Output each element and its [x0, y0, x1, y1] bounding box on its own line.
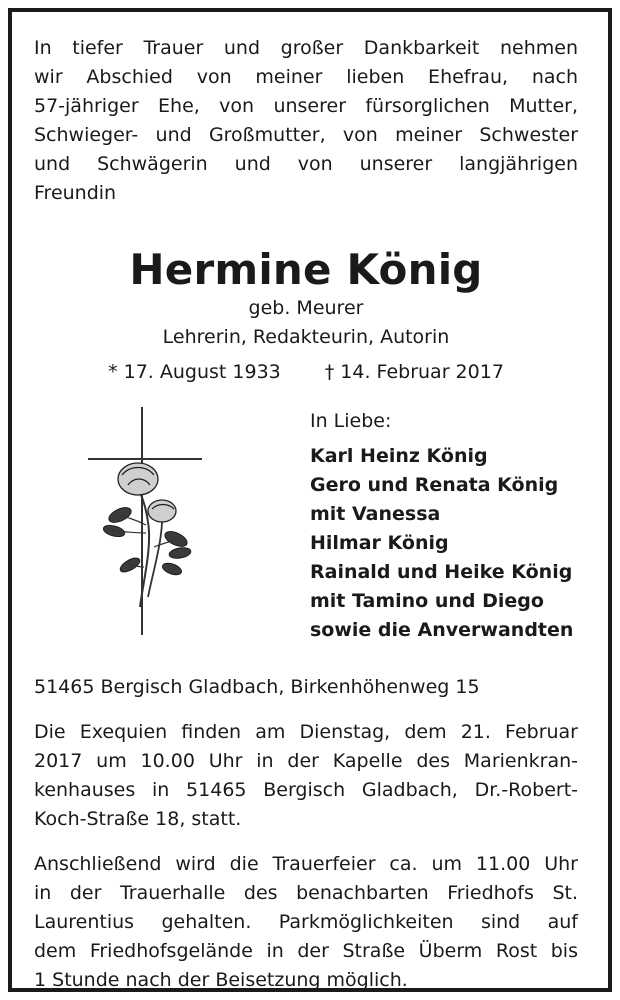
- birth-date: * 17. August 1933: [108, 361, 281, 383]
- mourner-name: mit Tamino und Diego: [310, 590, 544, 612]
- reception-line: Laurentius gehalten. Parkmöglichkeiten sind auf: [34, 911, 578, 933]
- mourners-lead: In Liebe:: [310, 410, 392, 432]
- intro-line: Freundin: [34, 182, 117, 204]
- occupations: Lehrerin, Redakteurin, Autorin: [162, 326, 450, 348]
- deceased-name: Hermine König: [129, 245, 483, 294]
- reception-paragraph: [34, 850, 578, 995]
- life-dates: [34, 358, 578, 387]
- death-date: † 14. Februar 2017: [324, 361, 504, 383]
- reception-line: Anschließend wird die Trauerfeier ca. um 11.00 Uhr: [34, 853, 578, 875]
- mourner-name: Karl Heinz König: [310, 445, 488, 467]
- intro-line: und Schwägerin und von unserer langjährigen: [34, 153, 578, 175]
- reception-line: in der Trauerhalle des benachbarten Friedhofs St.: [34, 882, 578, 904]
- mourning-section: [34, 407, 578, 647]
- exequies-line: Koch-Straße 18, statt.: [34, 808, 242, 830]
- intro-text: [34, 34, 578, 208]
- family-address: 51465 Bergisch Gladbach, Birkenhöhenweg 15: [34, 676, 480, 698]
- mourner-name: Rainald und Heike König: [310, 561, 573, 583]
- exequies-line: 2017 um 10.00 Uhr in der Kapelle des Marienkran-: [34, 750, 578, 772]
- reception-line: 1 Stunde nach der Beisetzung möglich.: [34, 969, 408, 991]
- mourner-name: mit Vanessa: [310, 503, 441, 525]
- intro-line: 57-jähriger Ehe, von unserer fürsorglichen Mutter,: [34, 95, 578, 117]
- reception-line: dem Friedhofsgelände in der Straße Überm Rost bis: [34, 940, 578, 962]
- mourner-name: Gero und Renata König: [310, 474, 559, 496]
- mourner-name: Hilmar König: [310, 532, 449, 554]
- obituary-content: [34, 34, 578, 995]
- exequies-paragraph: [34, 718, 578, 834]
- mourners-list: [310, 407, 573, 645]
- intro-line: wir Abschied von meiner lieben Ehefrau, nach: [34, 66, 578, 88]
- intro-line: In tiefer Trauer und großer Dankbarkeit nehmen: [34, 37, 578, 59]
- maiden-name: geb. Meurer: [248, 297, 364, 319]
- cross-rose-icon: [82, 407, 212, 637]
- mourner-name: sowie die Anverwandten: [310, 619, 574, 641]
- exequies-line: kenhauses in 51465 Bergisch Gladbach, Dr.-Robert-: [34, 779, 578, 801]
- intro-line: Schwieger- und Großmutter, von meiner Schwester: [34, 124, 578, 146]
- exequies-line: Die Exequien finden am Dienstag, dem 21. Februar: [34, 721, 578, 743]
